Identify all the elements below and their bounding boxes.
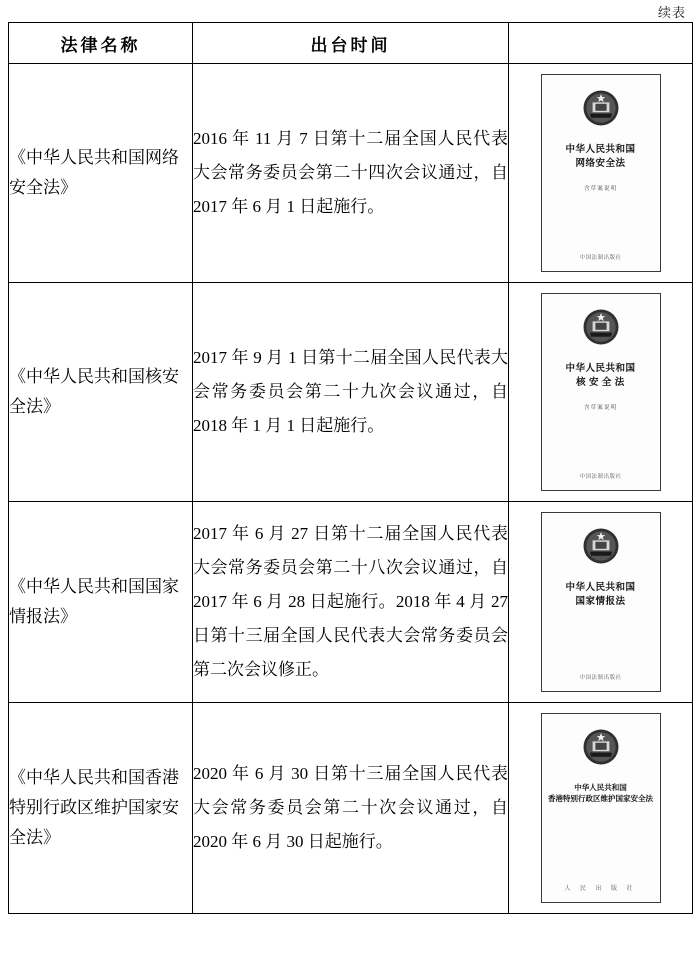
- book-cover: [541, 713, 661, 903]
- national-emblem-icon: [580, 525, 622, 567]
- book-title: 中华人民共和国 香港特别行政区维护国家安全法: [548, 783, 653, 803]
- book-publisher: 人 民 出 版 社: [564, 886, 637, 892]
- law-cover-cell: [509, 283, 693, 502]
- law-cover-cell: [509, 502, 693, 703]
- law-date-cell: 2017 年 6 月 27 日第十二届全国人民代表大会常务委员会第二十八次会议通过，自 2017 年 6 月 28 日起施行。2018 年 4 月 27 日第十三届全国人民代表大会常务委员会第二次会议修正。: [193, 502, 509, 703]
- book-subtitle: 含草案说明: [583, 186, 618, 192]
- table-row: [9, 502, 693, 703]
- law-table: [8, 22, 693, 914]
- table-body: [9, 64, 693, 914]
- table-row: [9, 703, 693, 914]
- book-publisher: 中国法制出版社: [579, 474, 622, 480]
- book-cover: [541, 512, 661, 692]
- book-cover: [541, 293, 661, 491]
- table-row: [9, 64, 693, 283]
- book-title: 中华人民共和国 国家情报法: [565, 583, 636, 607]
- book-cover: [541, 74, 661, 272]
- table-row: [9, 283, 693, 502]
- law-name-cell: 《中华人民共和国核安全法》: [9, 283, 193, 502]
- book-title: 中华人民共和国 核 安 全 法: [565, 364, 636, 388]
- table-header: [9, 23, 693, 64]
- continued-table-label: 续表: [657, 5, 686, 20]
- national-emblem-icon: [580, 726, 622, 768]
- column-header-law-name: 法律名称: [9, 23, 193, 64]
- book-publisher: 中国法制出版社: [579, 255, 622, 261]
- law-cover-cell: [509, 64, 693, 283]
- book-title: 中华人民共和国 网络安全法: [565, 145, 636, 169]
- column-header-cover: [509, 23, 693, 64]
- law-date-cell: 2020 年 6 月 30 日第十三届全国人民代表大会常务委员会第二十次会议通过，自 2020 年 6 月 30 日起施行。: [193, 703, 509, 914]
- law-date-cell: 2017 年 9 月 1 日第十二届全国人民代表大会常务委员会第二十九次会议通过，自 2018 年 1 月 1 日起施行。: [193, 283, 509, 502]
- law-name-cell: 《中华人民共和国国家情报法》: [9, 502, 193, 703]
- book-subtitle: 含草案说明: [583, 405, 618, 411]
- national-emblem-icon: [580, 87, 622, 129]
- book-publisher: 中国法制出版社: [579, 675, 622, 681]
- national-emblem-icon: [580, 306, 622, 348]
- law-name-cell: 《中华人民共和国香港特别行政区维护国家安全法》: [9, 703, 193, 914]
- table-header-row: [9, 23, 693, 64]
- law-date-cell: 2016 年 11 月 7 日第十二届全国人民代表大会常务委员会第二十四次会议通过，自 2017 年 6 月 1 日起施行。: [193, 64, 509, 283]
- column-header-issue-date: 出台时间: [193, 23, 509, 64]
- law-name-cell: 《中华人民共和国网络安全法》: [9, 64, 193, 283]
- law-cover-cell: [509, 703, 693, 914]
